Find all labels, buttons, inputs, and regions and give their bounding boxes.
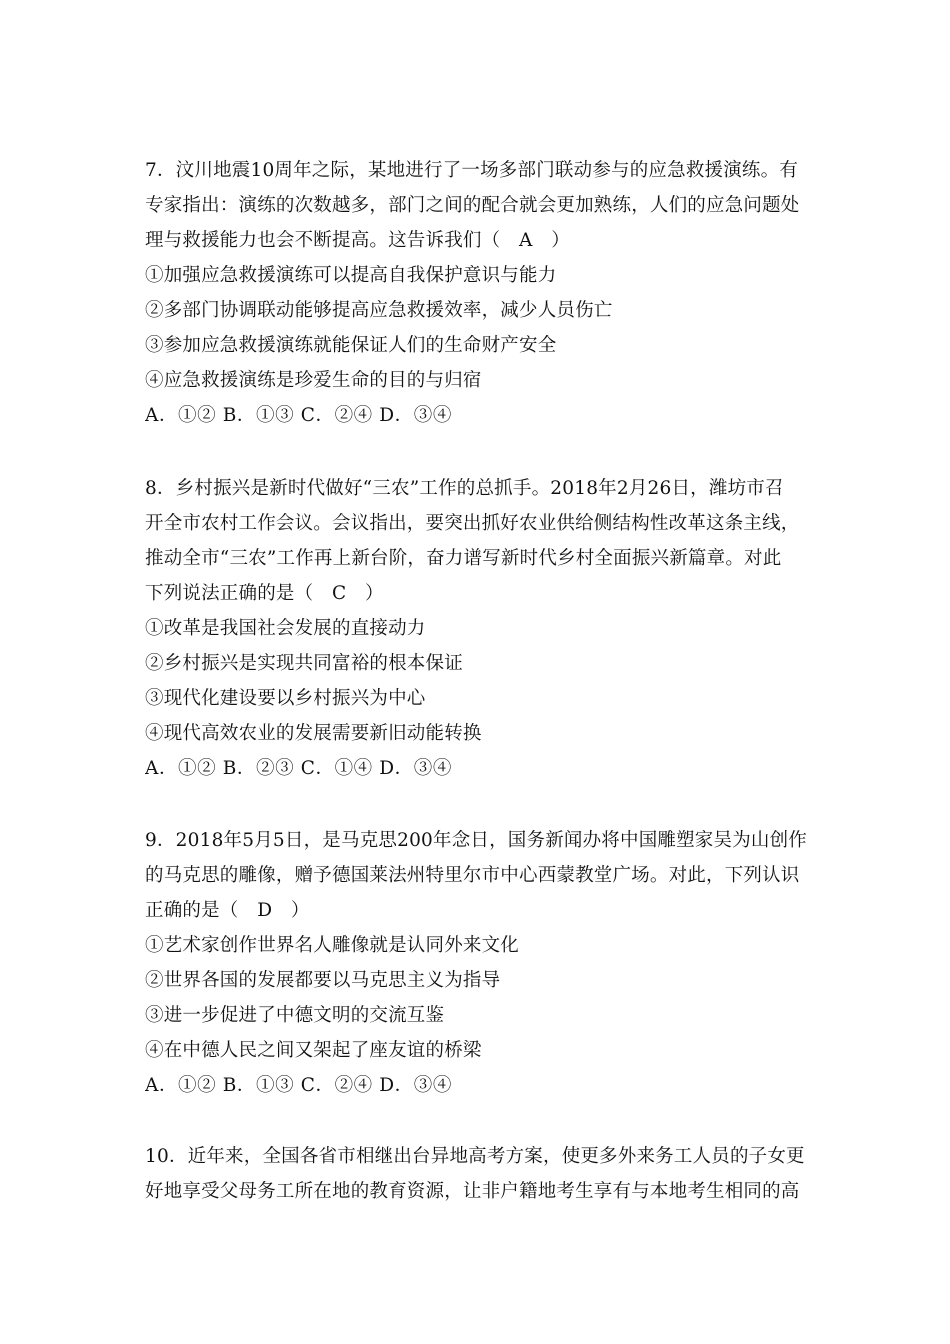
question-7: [145, 153, 815, 433]
question-8-option-4: ④现代高效农业的发展需要新旧动能转换: [145, 723, 482, 744]
question-7-option-3: ③参加应急救援演练就能保证人们的生命财产安全: [145, 335, 557, 356]
question-9-option-2: ②世界各国的发展都要以马克思主义为指导: [145, 970, 501, 991]
question-9-answer-choices: A．①② B．①③ C．②④ D．③④: [145, 1075, 452, 1096]
question-9-stem-line-1: 9．2018年5月5日，是马克思200年念日，国务新闻办将中国雕塑家吴为山创作: [145, 830, 808, 851]
question-9-stem-line-3: 正确的是（ D ）: [145, 900, 310, 921]
question-7-option-1: ①加强应急救援演练可以提高自我保护意识与能力: [145, 265, 557, 286]
question-9-stem-line-2: 的马克思的雕像，赠予德国莱法州特里尔市中心西蒙教堂广场。对此，下列认识: [145, 865, 800, 886]
question-9: [145, 823, 815, 1103]
question-8-stem-line-2: 开全市农村工作会议。会议指出，要突出抓好农业供给侧结构性改革这条主线，: [145, 513, 800, 534]
question-8-stem-line-1: 8．乡村振兴是新时代做好“三农”工作的总抓手。2018年2月26日，潍坊市召: [145, 478, 784, 499]
question-7-stem-line-1: 7．汶川地震10周年之际，某地进行了一场多部门联动参与的应急救援演练。有: [145, 160, 799, 181]
question-8-option-2: ②乡村振兴是实现共同富裕的根本保证: [145, 653, 463, 674]
question-8-answer-choices: A．①② B．②③ C．①④ D．③④: [145, 758, 452, 779]
question-10-stem-line-1: 10．近年来，全国各省市相继出台异地高考方案，使更多外来务工人员的子女更: [145, 1146, 805, 1167]
question-7-stem-line-3: 理与救援能力也会不断提高。这告诉我们（ A ）: [145, 230, 570, 251]
question-8-option-1: ①改革是我国社会发展的直接动力: [145, 618, 426, 639]
question-8: [145, 471, 815, 786]
question-10: [145, 1139, 815, 1209]
question-9-option-4: ④在中德人民之间又架起了座友谊的桥梁: [145, 1040, 482, 1061]
question-9-option-3: ③进一步促进了中德文明的交流互鉴: [145, 1005, 445, 1026]
question-10-stem-line-2: 好地享受父母务工所在地的教育资源，让非户籍地考生享有与本地考生相同的高: [145, 1181, 800, 1202]
question-8-option-3: ③现代化建设要以乡村振兴为中心: [145, 688, 426, 709]
question-8-stem-line-4: 下列说法正确的是（ C ）: [145, 583, 384, 604]
question-7-option-2: ②多部门协调联动能够提高应急救援效率，减少人员伤亡: [145, 300, 613, 321]
question-7-stem-line-2: 专家指出：演练的次数越多，部门之间的配合就会更加熟练，人们的应急问题处: [145, 195, 800, 216]
question-9-option-1: ①艺术家创作世界名人雕像就是认同外来文化: [145, 935, 520, 956]
question-7-option-4: ④应急救援演练是珍爱生命的目的与归宿: [145, 370, 482, 391]
question-7-answer-choices: A．①② B．①③ C．②④ D．③④: [145, 405, 452, 426]
question-8-stem-line-3: 推动全市“三农”工作再上新台阶，奋力谱写新时代乡村全面振兴新篇章。对此: [145, 548, 782, 569]
